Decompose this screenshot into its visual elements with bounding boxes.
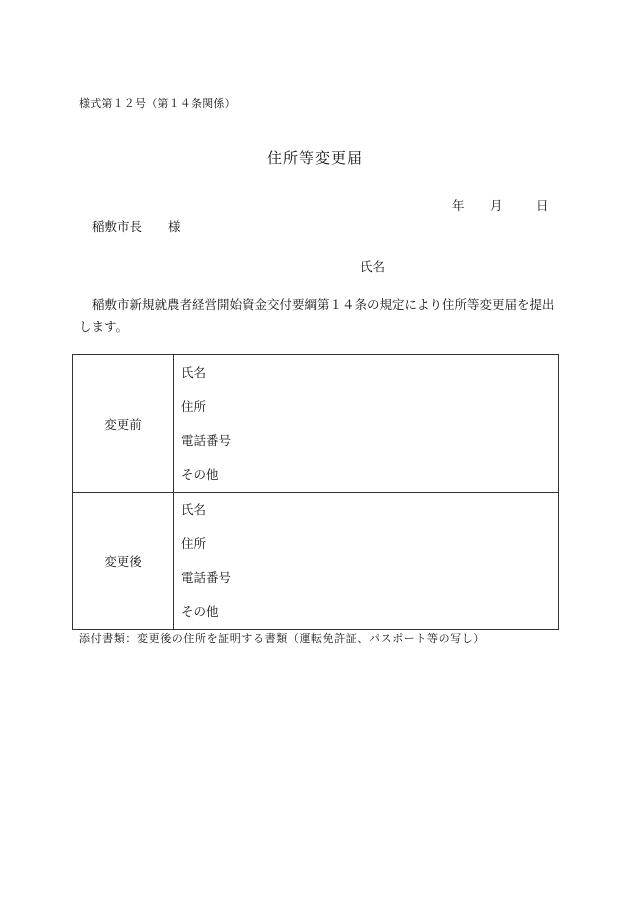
field-other-after: その他	[181, 604, 219, 619]
field-address-after: 住所	[181, 536, 207, 551]
addressee	[92, 217, 181, 235]
field-phone-before: 電話番号	[181, 433, 232, 448]
addressee-name: 稲敷市長	[92, 219, 143, 234]
group-fields-before	[174, 355, 559, 493]
field-phone-after: 電話番号	[181, 570, 232, 585]
document-title: 住所等変更届	[266, 149, 363, 167]
group-fields-after	[174, 493, 559, 630]
change-group-before	[73, 355, 559, 493]
field-address-before: 住所	[181, 399, 207, 414]
form-number: 様式第１２号（第１４条関係）	[79, 97, 236, 110]
change-table	[72, 354, 559, 630]
field-other-before: その他	[181, 467, 219, 482]
attachment-note: 添付書類：変更後の住所を証明する書類（運転免許証、パスポート等の写し）	[79, 632, 485, 645]
body-text: 稲敷市新規就農者経営開始資金交付要綱第１４条の規定により住所等変更届を提出します。	[79, 297, 555, 334]
date-day-label: 日	[536, 198, 549, 213]
applicant-name-label: 氏名	[360, 259, 386, 274]
date-month-label: 月	[490, 198, 503, 213]
field-name-after: 氏名	[181, 502, 207, 517]
addressee-honorific: 様	[168, 219, 181, 234]
date-year-label: 年	[452, 198, 465, 213]
group-label-before: 変更前	[73, 355, 174, 493]
change-group-after	[73, 493, 559, 630]
date-line	[452, 196, 549, 214]
group-label-after: 変更後	[73, 493, 174, 630]
field-name-before: 氏名	[181, 365, 207, 380]
